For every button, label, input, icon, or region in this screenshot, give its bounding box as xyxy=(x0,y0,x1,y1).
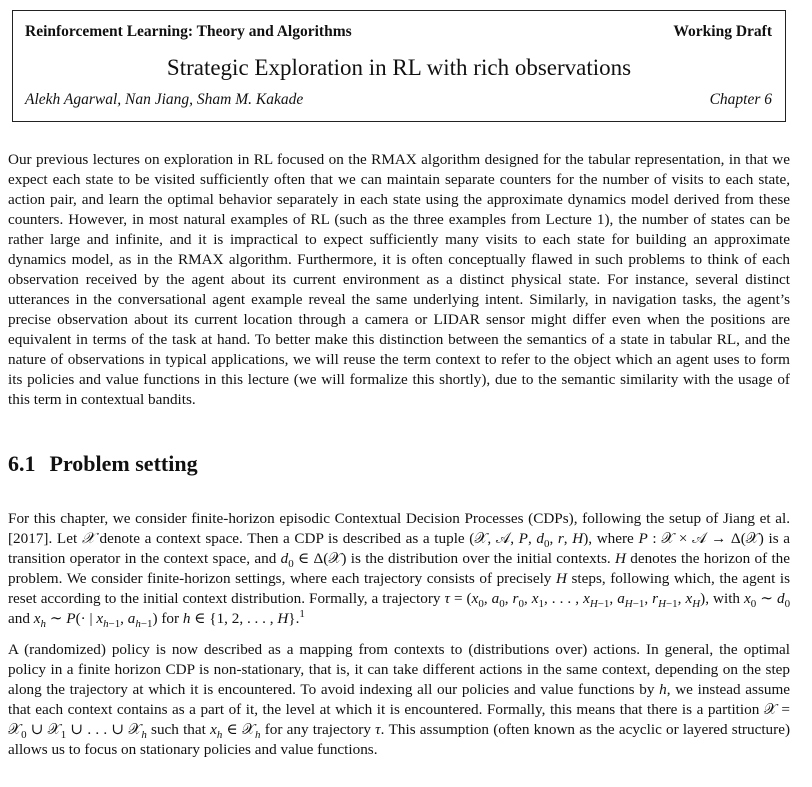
p1-text-1: For this chapter, we consider finite-horizon episodic Contextual Decision Processes (CDPs), following the setup of Jiang et al. [2017]. Let xyxy=(8,510,790,547)
p2-text-4: for any trajectory xyxy=(260,721,376,738)
section-title: Problem setting xyxy=(49,451,198,476)
math-transition-operator: P : 𝒳 × 𝒜 → Δ(𝒳) xyxy=(638,530,764,547)
math-initial-sample: $x_0$ ∼ $d_0$ xyxy=(744,590,791,611)
problem-setting-paragraph xyxy=(8,509,790,629)
math-trajectory: $\tau = (x_0$, $a_0$, $r_0$, $x_1$, . . . , $x_{H-1}$, $a_{H-1}$, $r_{H-1}$, $x_H$) xyxy=(444,590,706,611)
math-step-index: h xyxy=(659,681,667,698)
chapter-title: Strategic Exploration in RL with rich observations xyxy=(166,55,632,80)
math-partition: 𝒳 = 𝒳$_0$ ∪ 𝒳$_1$ ∪ . . . ∪ 𝒳$_h$ xyxy=(8,701,790,742)
math-step-set: h ∈ {1, 2, . . . , H}. xyxy=(182,610,300,627)
p1-text-7: steps, following which, the agent is reset according to the initial context distribution. Formally, a trajectory xyxy=(8,570,791,607)
math-horizon: H xyxy=(555,570,567,587)
math-close-paren: ) xyxy=(152,610,158,627)
p2-text-5: . This assumption (often known as the acyclic or layered structure) allows us to focus on stationary policies and value functions. xyxy=(8,721,790,758)
p1-text-3: , where xyxy=(588,530,639,547)
math-context-space: 𝒳 xyxy=(81,530,95,547)
chapter-header-box xyxy=(12,10,786,122)
p1-text-4: is a transition operator in the context space, and xyxy=(8,530,791,567)
p1-text-5: is the distribution over the initial contexts. xyxy=(346,550,615,567)
math-initial-distribution: $d_0$ ∈ Δ(𝒳) xyxy=(280,550,347,571)
footnote-mark[interactable]: 1 xyxy=(299,607,305,620)
p1-text-10: for xyxy=(157,610,183,627)
p2-text-1: A (randomized) policy is now described as a mapping from contexts to (distributions over) actions. In general, the optimal policy in a finite horizon CDP is non-stationary, that is, it can take different actions in the same context, depending on the step along the trajectory at which it is encountered. To avoid indexing all our policies and value functions by xyxy=(8,641,790,698)
math-transition-sample: $x_h$ ∼ P(· | $x_{h-1}$, $a_{h-1}$ xyxy=(33,610,153,631)
math-horizon: H xyxy=(614,550,626,567)
section-heading xyxy=(8,451,198,477)
course-title: Reinforcement Learning: Theory and Algorithms xyxy=(25,23,352,40)
section-number: 6.1 xyxy=(8,451,36,476)
math-trajectory-symbol: τ xyxy=(375,721,381,738)
p1-text-8: , with xyxy=(705,590,745,607)
p2-text-2: , we instead assume that each context contains as a part of it, the level at which it is encountered. Formally, this means that there is a partition xyxy=(8,681,791,718)
p1-text-2: denote a context space. Then a CDP is described as a tuple xyxy=(94,530,470,547)
chapter-label: Chapter 6 xyxy=(709,91,772,108)
authors: Alekh Agarwal, Nan Jiang, Sham M. Kakade xyxy=(25,91,304,108)
intro-paragraph: Our previous lectures on exploration in RL focused on the RMAX algorithm designed for the tabular representation, in that we expect each state to be visited sufficiently often that we can maintain separate counters for the number of visits to each state, action pair, and learn the optimal behavior separately in each state using the approximate dynamics model derived from these counters. However, in most natural examples of RL (such as the three examples from Lecture 1), the number of states can be rather large and infinite, and it is impractical to expect sufficiently many visits to each state for building an approximate dynamics model, as in the RMAX algorithm. Furthermore, it is often conceptually flawed in such problems to think of each observation received by the agent about its current environment as a distinct physical state. For instance, several distinct utterances in the conversational agent example reveal the same underlying intent. Similarly, in navigation tasks, the agent’s precise observation about its current location through a camera or LIDAR sensor might differ even when the positions are equivalent in terms of the task at hand. To better make this distinction between the semantics of a state in tabular RL, and the nature of observations in typical applications, we will reuse the term context to refer to the object which an agent uses to form its policies and value functions in this lecture (we will formalize this shortly), due to the semantic similarity with the usage of this term in contextual bandits. xyxy=(8,151,790,408)
math-membership: $x_h$ ∈ 𝒳$_h$ xyxy=(210,721,261,742)
draft-status: Working Draft xyxy=(673,23,772,40)
p1-text-6: denotes the horizon of the problem. We consider finite-horizon settings, where each trajectory consists of precisely xyxy=(8,550,791,587)
layered-structure-paragraph xyxy=(8,640,790,760)
p1-text-9: and xyxy=(8,610,34,627)
p2-text-3: such that xyxy=(146,721,211,738)
math-cdp-tuple: (𝒳, 𝒜, P, $d_0$, r, H) xyxy=(469,530,589,551)
